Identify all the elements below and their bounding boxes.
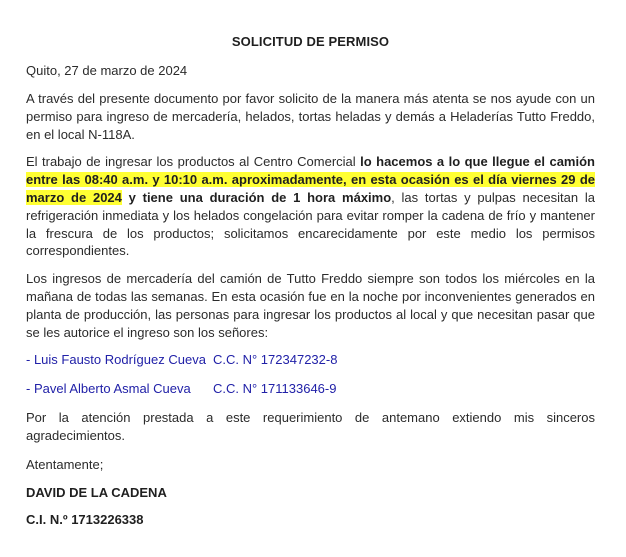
document-date: Quito, 27 de marzo de 2024: [26, 63, 188, 78]
person-entry: [26, 351, 595, 369]
schedule-text-rest: , las tortas y pulpas necesitan la refrigeración inmediata y los helados congelación para evitar romper la cadena de frío y mantener la frescura de los productos; solicitamos encarecidamente por este medio los permisos correspondientes.: [26, 189, 595, 259]
document-title: SOLICITUD DE PERMISO: [231, 34, 390, 49]
signature-name: DAVID DE LA CADENA: [26, 484, 167, 500]
paragraph-thanks: Por la atención prestada a este requerimiento de antemano extiendo mis sinceros agradecimientos.: [26, 410, 595, 444]
closing: Atentamente;: [26, 456, 104, 472]
schedule-text-highlight: entre las 08:40 a.m. y 10:10 a.m. aproximadamente, en esta ocasión es el día viernes 29 de marzo de 2024: [26, 172, 595, 205]
schedule-text-duration: y tiene una duración de 1 hora máximo: [121, 189, 392, 205]
schedule-text-intro: El trabajo de ingresar los productos al Centro Comercial: [26, 154, 361, 170]
person-ci: C.C. N° 171133646-9: [213, 381, 337, 397]
schedule-text-bold: lo hacemos a lo que llegue el camión: [360, 154, 595, 170]
person-entry: [26, 380, 595, 398]
paragraph-deliveries: Los ingresos de mercadería del camión de Tutto Freddo siempre son todos los miércoles en la mañana de todas las semanas. En esta ocasión fue en la noche por inconvenientes generados en planta de producción, las personas para ingresar los productos al local y que necesitan pasar que se les autorice el ingreso son los señores:: [26, 271, 595, 340]
person-name: - Pavel Alberto Asmal Cueva: [26, 381, 191, 397]
signature-id: C.I. N.º 1713226338: [26, 511, 144, 527]
paragraph-schedule: [26, 153, 595, 260]
paragraph-request: A través del presente documento por favor solicito de la manera más atenta se nos ayude con un permiso para ingreso de mercadería, helados, tortas heladas y demás a Heladerías Tutto Freddo, en el local N-118A.: [26, 91, 595, 142]
person-name: - Luis Fausto Rodríguez Cueva: [26, 352, 206, 368]
person-ci: C.C. N° 172347232-8: [213, 352, 338, 368]
